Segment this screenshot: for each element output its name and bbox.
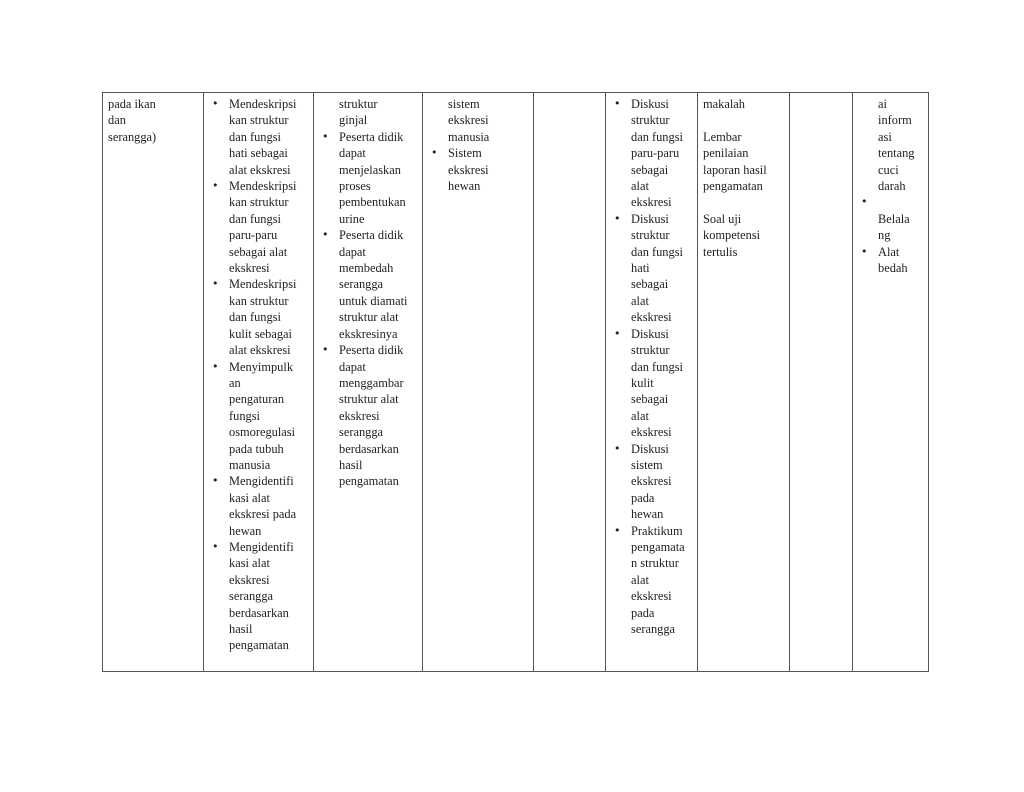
indikator-list [209,96,309,654]
list-item: • Diskusi struktur dan fungsi paru-paru sebagai alat ekskresi [611,96,693,211]
materi-pokok-list [428,145,529,194]
list-item: • Peserta didik dapat menggambar struktur alat ekskresi serangga berdasarkan hasil pengamatan [319,342,418,490]
cell-indikator [204,93,314,672]
materi-pokok-continuation: sistem ekskresi manusia [448,97,490,144]
list-item: • Alat bedah [858,244,924,277]
cell-kegiatan [606,93,698,672]
cell-tujuan [314,93,423,672]
list-item: • Peserta didik dapat membedah serangga untuk diamati struktur alat ekskresinya [319,227,418,342]
list-item: • Diskusi struktur dan fungsi kulit sebagai alat ekskresi [611,326,693,441]
penilaian-item: Lembar penilaian laporan hasil pengamatan [703,129,767,194]
list-item: • Menyimpulk an pengaturan fungsi osmoregulasi pada tubuh manusia [209,359,309,474]
kegiatan-list [611,96,693,637]
list-item: • Mendeskripsi kan struktur dan fungsi paru-paru sebagai alat ekskresi [209,178,309,276]
list-item: • Praktikum pengamata n struktur alat ekskresi pada serangga [611,523,693,638]
penilaian-item: Soal uji kompetensi tertulis [703,211,761,259]
materi-text: pada ikan dan serangga) [108,97,157,144]
list-item: • Peserta didik dapat menjelaskan proses pembentukan urine [319,129,418,227]
cell-materi [103,93,204,672]
list-item: • Diskusi struktur dan fungsi hati sebagai alat ekskresi [611,211,693,326]
cell-penilaian [698,93,790,672]
table-row [103,93,929,672]
tujuan-continuation: struktur ginjal [339,97,378,128]
cell-materi-pokok [423,93,534,672]
list-item: • Mendeskripsi kan struktur dan fungsi hati sebagai alat ekskresi [209,96,309,178]
sumber-continuation: ai inform asi tentang cuci darah [878,97,915,194]
list-item: • Sistem ekskresi hewan [428,145,529,194]
list-item: • Belala ng [858,194,924,243]
rpp-table [102,92,929,672]
cell-sumber [853,93,929,672]
sumber-list [858,194,924,276]
cell-empty-2 [790,93,853,672]
list-item: • Mengidentifi kasi alat ekskresi pada hewan [209,473,309,539]
tujuan-list [319,129,418,490]
list-item: • Mengidentifi kasi alat ekskresi serangga berdasarkan hasil pengamatan [209,539,309,654]
cell-empty-1 [534,93,606,672]
list-item: • Diskusi sistem ekskresi pada hewan [611,441,693,523]
list-item: • Mendeskripsi kan struktur dan fungsi kulit sebagai alat ekskresi [209,276,309,358]
penilaian-item: makalah [703,97,745,111]
